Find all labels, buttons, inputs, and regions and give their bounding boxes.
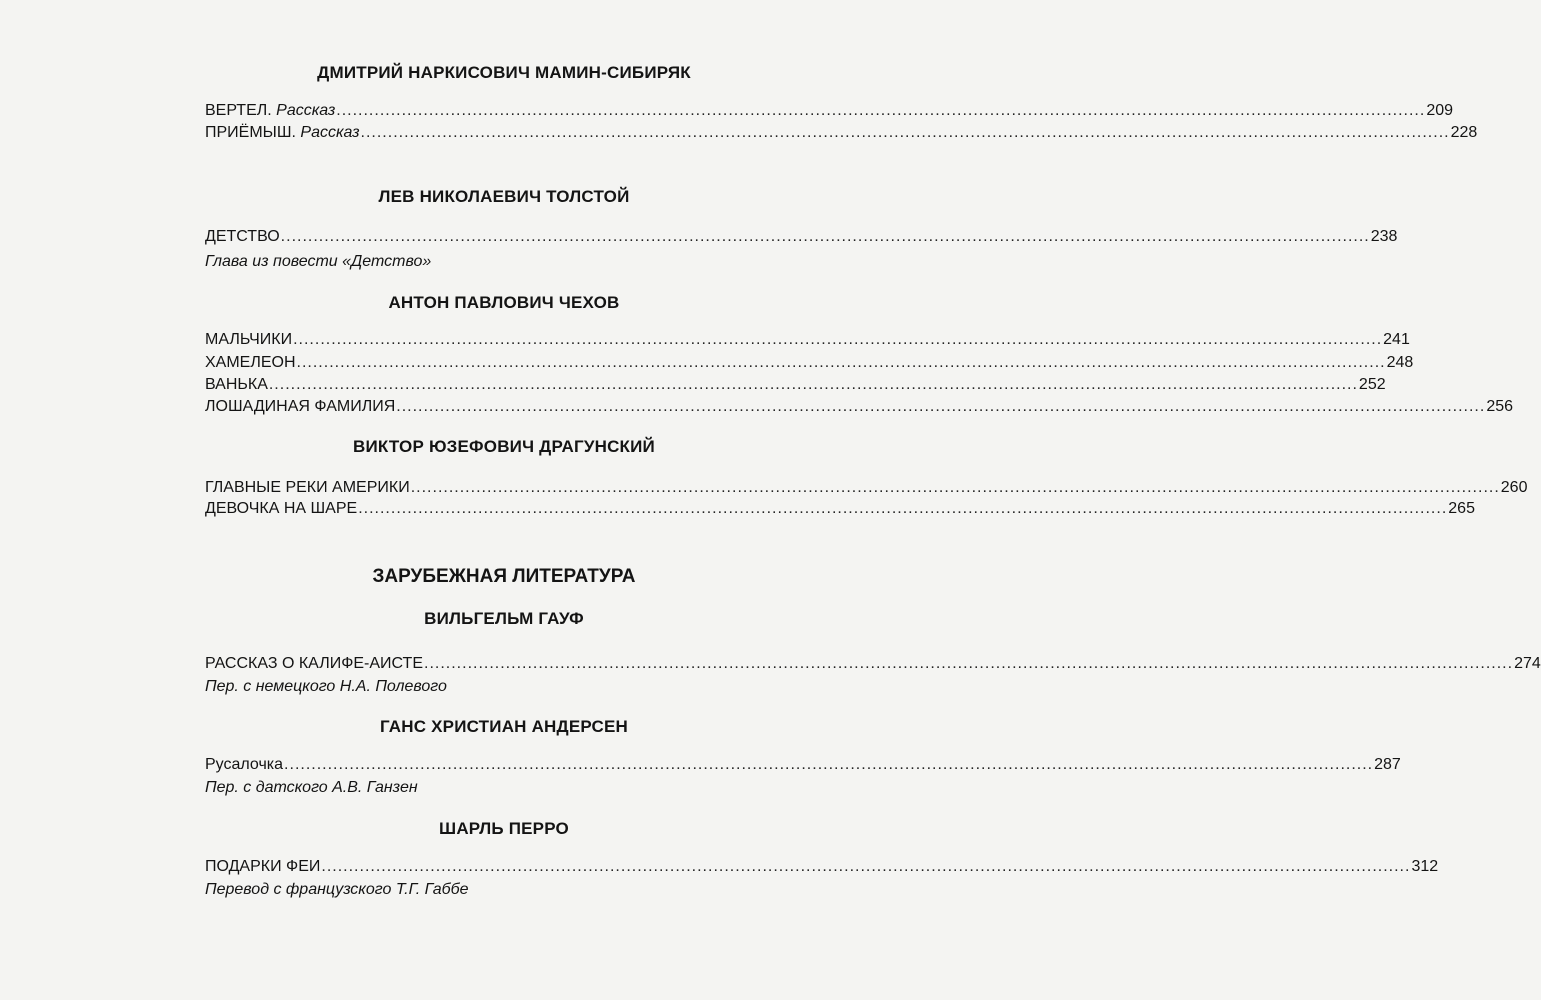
entry-note: Перевод с французского Т.Г. Габбе xyxy=(205,881,469,898)
dot-leader: ........................................................................................................................................................................................................ xyxy=(321,858,1411,875)
page-number: 241 xyxy=(1383,331,1410,348)
entry-title: ПРИЁМЫШ. Рассказ xyxy=(205,124,360,141)
entry-note: Пер. с немецкого Н.А. Полевого xyxy=(205,678,447,695)
toc-entry-vertel xyxy=(205,102,1454,124)
toc-entry-malchiki xyxy=(205,331,1410,353)
entry-title: ВЕРТЕЛ. Рассказ xyxy=(205,102,336,119)
dot-leader: ........................................................................................................................................................................................................ xyxy=(336,102,1426,119)
dot-leader: ........................................................................................................................................................................................................ xyxy=(284,756,1374,773)
entry-title: МАЛЬЧИКИ xyxy=(205,331,293,348)
toc-entry-detstvo xyxy=(205,228,1398,250)
page-number: 274 xyxy=(1514,655,1541,672)
author-heading-mamin-sibiryak: ДМИТРИЙ НАРКИСОВИЧ МАМИН-СИБИРЯК xyxy=(317,63,691,82)
entry-title: ГЛАВНЫЕ РЕКИ АМЕРИКИ xyxy=(205,479,410,496)
toc-entry-devochka-na-share xyxy=(205,500,1475,522)
author-heading-hauff: ВИЛЬГЕЛЬМ ГАУФ xyxy=(424,609,584,628)
page-number: 265 xyxy=(1448,500,1475,517)
dot-leader: ........................................................................................................................................................................................................ xyxy=(396,398,1486,415)
entry-title: ПОДАРКИ ФЕИ xyxy=(205,858,321,875)
dot-leader: ........................................................................................................................................................................................................ xyxy=(280,228,1370,245)
page-number: 238 xyxy=(1370,228,1398,245)
entry-title: ЛОШАДИНАЯ ФАМИЛИЯ xyxy=(205,398,396,415)
author-heading-tolstoy: ЛЕВ НИКОЛАЕВИЧ ТОЛСТОЙ xyxy=(378,187,630,206)
author-heading-chekhov: АНТОН ПАВЛОВИЧ ЧЕХОВ xyxy=(388,293,620,312)
toc-entry-glavnye-reki xyxy=(205,479,1528,501)
page-number: 256 xyxy=(1486,398,1514,415)
dot-leader: ........................................................................................................................................................................................................ xyxy=(360,124,1450,141)
author-heading-perrault: ШАРЛЬ ПЕРРО xyxy=(439,819,569,838)
page-number: 287 xyxy=(1374,756,1401,773)
page-number: 209 xyxy=(1426,102,1454,119)
toc-entry-vanka xyxy=(205,376,1386,398)
dot-leader: ........................................................................................................................................................................................................ xyxy=(358,500,1448,517)
toc-entry-kalif-aist xyxy=(205,655,1541,677)
toc-entry-khameleon xyxy=(205,354,1414,376)
entry-title: ДЕВОЧКА НА ШАРЕ xyxy=(205,500,358,517)
toc-entry-priemysh xyxy=(205,124,1478,146)
entry-title: ВАНЬКА xyxy=(205,376,268,393)
entry-title: ХАМЕЛЕОН xyxy=(205,354,296,371)
entry-title: РАССКАЗ О КАЛИФЕ-АИСТЕ xyxy=(205,655,423,672)
toc-entry-rusalochka xyxy=(205,756,1401,778)
dot-leader: ........................................................................................................................................................................................................ xyxy=(268,376,1358,393)
page-number: 260 xyxy=(1500,479,1528,496)
author-heading-andersen: ГАНС ХРИСТИАН АНДЕРСЕН xyxy=(380,717,628,736)
author-heading-dragunsky: ВИКТОР ЮЗЕФОВИЧ ДРАГУНСКИЙ xyxy=(353,437,655,456)
entry-title: ДЕТСТВО xyxy=(205,228,280,245)
toc-entry-loshadinaya-familiya xyxy=(205,398,1514,420)
entry-title: Русалочка xyxy=(205,756,284,773)
dot-leader: ........................................................................................................................................................................................................ xyxy=(296,354,1386,371)
entry-note: Глава из повести «Детство» xyxy=(205,253,432,270)
entry-note: Пер. с датского А.В. Ганзен xyxy=(205,779,418,796)
page-number: 312 xyxy=(1411,858,1439,875)
page-number: 252 xyxy=(1358,376,1386,393)
dot-leader: ........................................................................................................................................................................................................ xyxy=(410,479,1500,496)
page-number: 228 xyxy=(1450,124,1478,141)
section-title: ЗАРУБЕЖНАЯ ЛИТЕРАТУРА xyxy=(372,566,636,587)
toc-entry-podarki-fei xyxy=(205,858,1439,880)
dot-leader: ........................................................................................................................................................................................................ xyxy=(424,655,1514,672)
page-number: 248 xyxy=(1386,354,1414,371)
dot-leader: ........................................................................................................................................................................................................ xyxy=(293,331,1383,348)
